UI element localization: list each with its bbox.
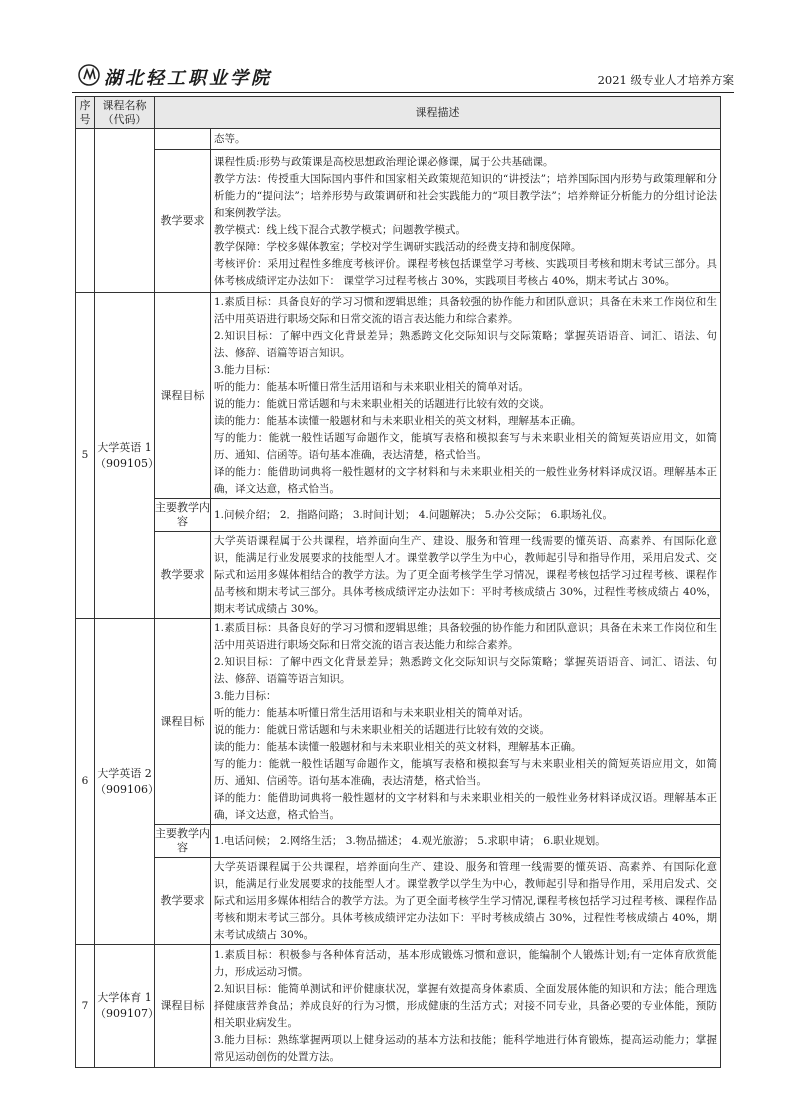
text-line: 2.知识目标：了解中西文化背景差异；熟悉跨文化交际知识与交际策略；掌握英语语音、词汇、语法、句法、修辞、语篇等语言知识。 — [214, 330, 717, 359]
text-line: 教学方法：传授重大国际国内事件和国家相关政策规范知识的“讲授法”；培养国际国内形势与政策理解和分析能力的“提问法”；培养形势与政策调研和社会实践能力的“项目教学法”；培养辩证分析能力的分组讨论法和案例教学法。 — [214, 172, 717, 219]
section-label: 教学要求 — [155, 858, 211, 945]
header-rule — [72, 92, 734, 93]
course-number: 7 — [76, 945, 95, 1068]
page-header — [72, 62, 734, 92]
table-row — [76, 945, 721, 1068]
text-line: 2.知识目标：能简单测试和评价健康状况，掌握有效提高身体素质、全面发展体能的知识和方法；能合理选择健康营养食品；养成良好的行为习惯，形成健康的生活方式；对接不同专业，具备必要的专业体能，预防相关职业病发生。 — [214, 983, 717, 1029]
text-line: 教学模式：线上线下混合式教学模式；问题教学模式。 — [214, 223, 466, 236]
text-line: 1.素质目标：具备良好的学习习惯和逻辑思维；具备较强的协作能力和团队意识；具备在未来工作岗位和生活中用英语进行职场交际和日常交流的语言表达能力和综合素养。 — [214, 296, 717, 325]
prev-section-empty — [155, 129, 211, 150]
course-name: 大学体育 1 — [97, 991, 152, 1004]
section-label: 教学要求 — [155, 532, 211, 619]
header-course-name: 课程名称（代码） — [95, 97, 155, 129]
text-line: 1.素质目标：积极参与各种体育活动，基本形成锻炼习惯和意识，能编制个人锻炼计划;有一定体育欣赏能力，形成运动习惯。 — [214, 949, 717, 978]
text-line: 读的能力：能基本读懂一般题材和与未来职业相关的英文材料，理解基本正确。 — [214, 741, 582, 753]
prev-requirements — [211, 150, 721, 293]
table-row — [76, 293, 721, 499]
text-line: 考核评价：采用过程性多维度考核评价。课程考核包括课堂学习考核、实践项目考核和期末考试三部分。具体考核成绩评定办法如下： 课堂学习过程考核占 30%，实践项目考核占 40%，期末考试占 30%。 — [214, 257, 717, 287]
header-description: 课程描述 — [155, 97, 721, 129]
course-goals — [211, 619, 721, 825]
text-line: 说的能力：能就日常话题和与未来职业相关的话题进行比较有效的交谈。 — [214, 724, 550, 736]
text-line: 译的能力：能借助词典将一般性题材的文字材料和与未来职业相关的一般性业务材料译成汉语。理解基本正确，译文达意，格式恰当。 — [214, 466, 717, 495]
course-requirements: 大学英语课程属于公共课程，培养面向生产、建设、服务和管理一线需要的懂英语、高素养、有国际化意识，能满足行业发展要求的技能型人才。课堂教学以学生为中心，教师起引导和指导作用，采用启发式、交际式和运用多媒体相结合的教学方法。为了更全面考核学生学习情况,课程考核包括学习过程考核、课程作品考核和期末考试三部分。具体考核成绩评定办法如下：平时考核成绩占 30%，过程性考核成绩占 40%，期末考试成绩占 30%。 — [211, 858, 721, 945]
section-label: 主要教学内容 — [155, 499, 211, 532]
section-label: 教学要求 — [155, 150, 211, 293]
course-table — [75, 96, 721, 1068]
table-row — [76, 532, 721, 619]
text-line: 3.能力目标：熟练掌握两项以上健身运动的基本方法和技能；能科学地进行体育锻炼，提高运动能力；掌握常见运动创伤的处置方法。 — [214, 1034, 717, 1063]
plan-title: 2021 级专业人才培养方案 — [597, 73, 734, 87]
school-name: 湖北轻工职业学院 — [104, 68, 272, 89]
table-row — [76, 129, 721, 150]
text-line: 1.素质目标：具备良好的学习习惯和逻辑思维；具备较强的协作能力和团队意识；具备在未来工作岗位和生活中用英语进行职场交际和日常交流的语言表达能力和综合素养。 — [214, 622, 717, 651]
table-header-row — [76, 97, 721, 129]
course-goals — [211, 293, 721, 499]
table-row — [76, 150, 721, 293]
course-requirements: 大学英语课程属于公共课程，培养面向生产、建设、服务和管理一线需要的懂英语、高素养、有国际化意识，能满足行业发展要求的技能型人才。课堂教学以学生为中心，教师起引导和指导作用，采用启发式、交际式和运用多媒体相结合的教学方法。为了更全面考核学生学习情况，课程考核包括学习过程考核、课程作品考核和期末考试三部分。具体考核成绩评定办法如下：平时考核成绩占 30%，过程性考核成绩占 40%，期末考试成绩占 30%。 — [211, 532, 721, 619]
text-line: 写的能力：能就一般性话题写命题作文，能填写表格和模拟套写与未来职业相关的简短英语应用文，如简历、通知、信函等。语句基本准确，表达清楚，格式恰当。 — [214, 432, 717, 461]
section-label: 课程目标 — [155, 945, 211, 1068]
text-line: 读的能力：能基本读懂一般题材和与未来职业相关的英文材料，理解基本正确。 — [214, 415, 582, 427]
text-line: 写的能力：能就一般性话题写命题作文，能填写表格和模拟套写与未来职业相关的简短英语应用文，如简历、通知、信函等。语句基本准确，表达清楚，格式恰当。 — [214, 758, 717, 787]
table-row — [76, 499, 721, 532]
course-code: （909106） — [95, 782, 159, 796]
text-line: 听的能力：能基本听懂日常生活用语和与未来职业相关的简单对话。 — [214, 381, 529, 393]
text-line: 课程性质:形势与政策课是高校思想政治理论课必修课，属于公共基础课。 — [214, 155, 554, 168]
prev-name-cell — [95, 129, 155, 293]
table-row — [76, 619, 721, 825]
course-content: 1.问候介绍； 2．指路问路； 3.时间计划； 4.问题解决； 5.办公交际； 6.职场礼仪。 — [211, 499, 721, 532]
course-code: （909107） — [95, 1007, 159, 1020]
course-number: 6 — [76, 619, 95, 945]
table-row — [76, 825, 721, 858]
prev-index-cell — [76, 129, 95, 293]
text-line: 3.能力目标： — [214, 364, 277, 376]
course-number: 5 — [76, 293, 95, 619]
text-line: 听的能力：能基本听懂日常生活用语和与未来职业相关的简单对话。 — [214, 707, 529, 719]
school-logo-icon — [78, 64, 100, 86]
course-name: 大学英语 2 — [97, 766, 152, 780]
prev-continuation-text: 态等。 — [211, 129, 721, 150]
text-line: 说的能力：能就日常话题和与未来职业相关的话题进行比较有效的交谈。 — [214, 398, 550, 410]
text-line: 2.知识目标：了解中西文化背景差异；熟悉跨文化交际知识与交际策略；掌握英语语音、词汇、语法、句法、修辞、语篇等语言知识。 — [214, 656, 717, 685]
course-goals — [211, 945, 721, 1068]
text-line: 3.能力目标： — [214, 690, 277, 702]
text-line: 教学保障：学校多媒体教室；学校对学生调研实践活动的经费支持和制度保障。 — [214, 240, 582, 253]
course-content: 1.电话问候； 2.网络生活； 3.物品描述； 4.观光旅游； 5.求职申请； 6.职业规划。 — [211, 825, 721, 858]
section-label: 课程目标 — [155, 293, 211, 499]
course-name-cell — [95, 293, 159, 619]
course-name-cell — [95, 619, 159, 945]
header-index: 序号 — [76, 97, 95, 129]
course-code: （909105） — [95, 456, 159, 470]
course-name-cell — [95, 945, 159, 1068]
table-row — [76, 858, 721, 945]
course-name: 大学英语 1 — [97, 440, 152, 454]
section-label: 主要教学内容 — [155, 825, 211, 858]
section-label: 课程目标 — [155, 619, 211, 825]
text-line: 译的能力：能借助词典将一般性题材的文字材料和与未来职业相关的一般性业务材料译成汉语。理解基本正确，译文达意，格式恰当。 — [214, 792, 717, 821]
